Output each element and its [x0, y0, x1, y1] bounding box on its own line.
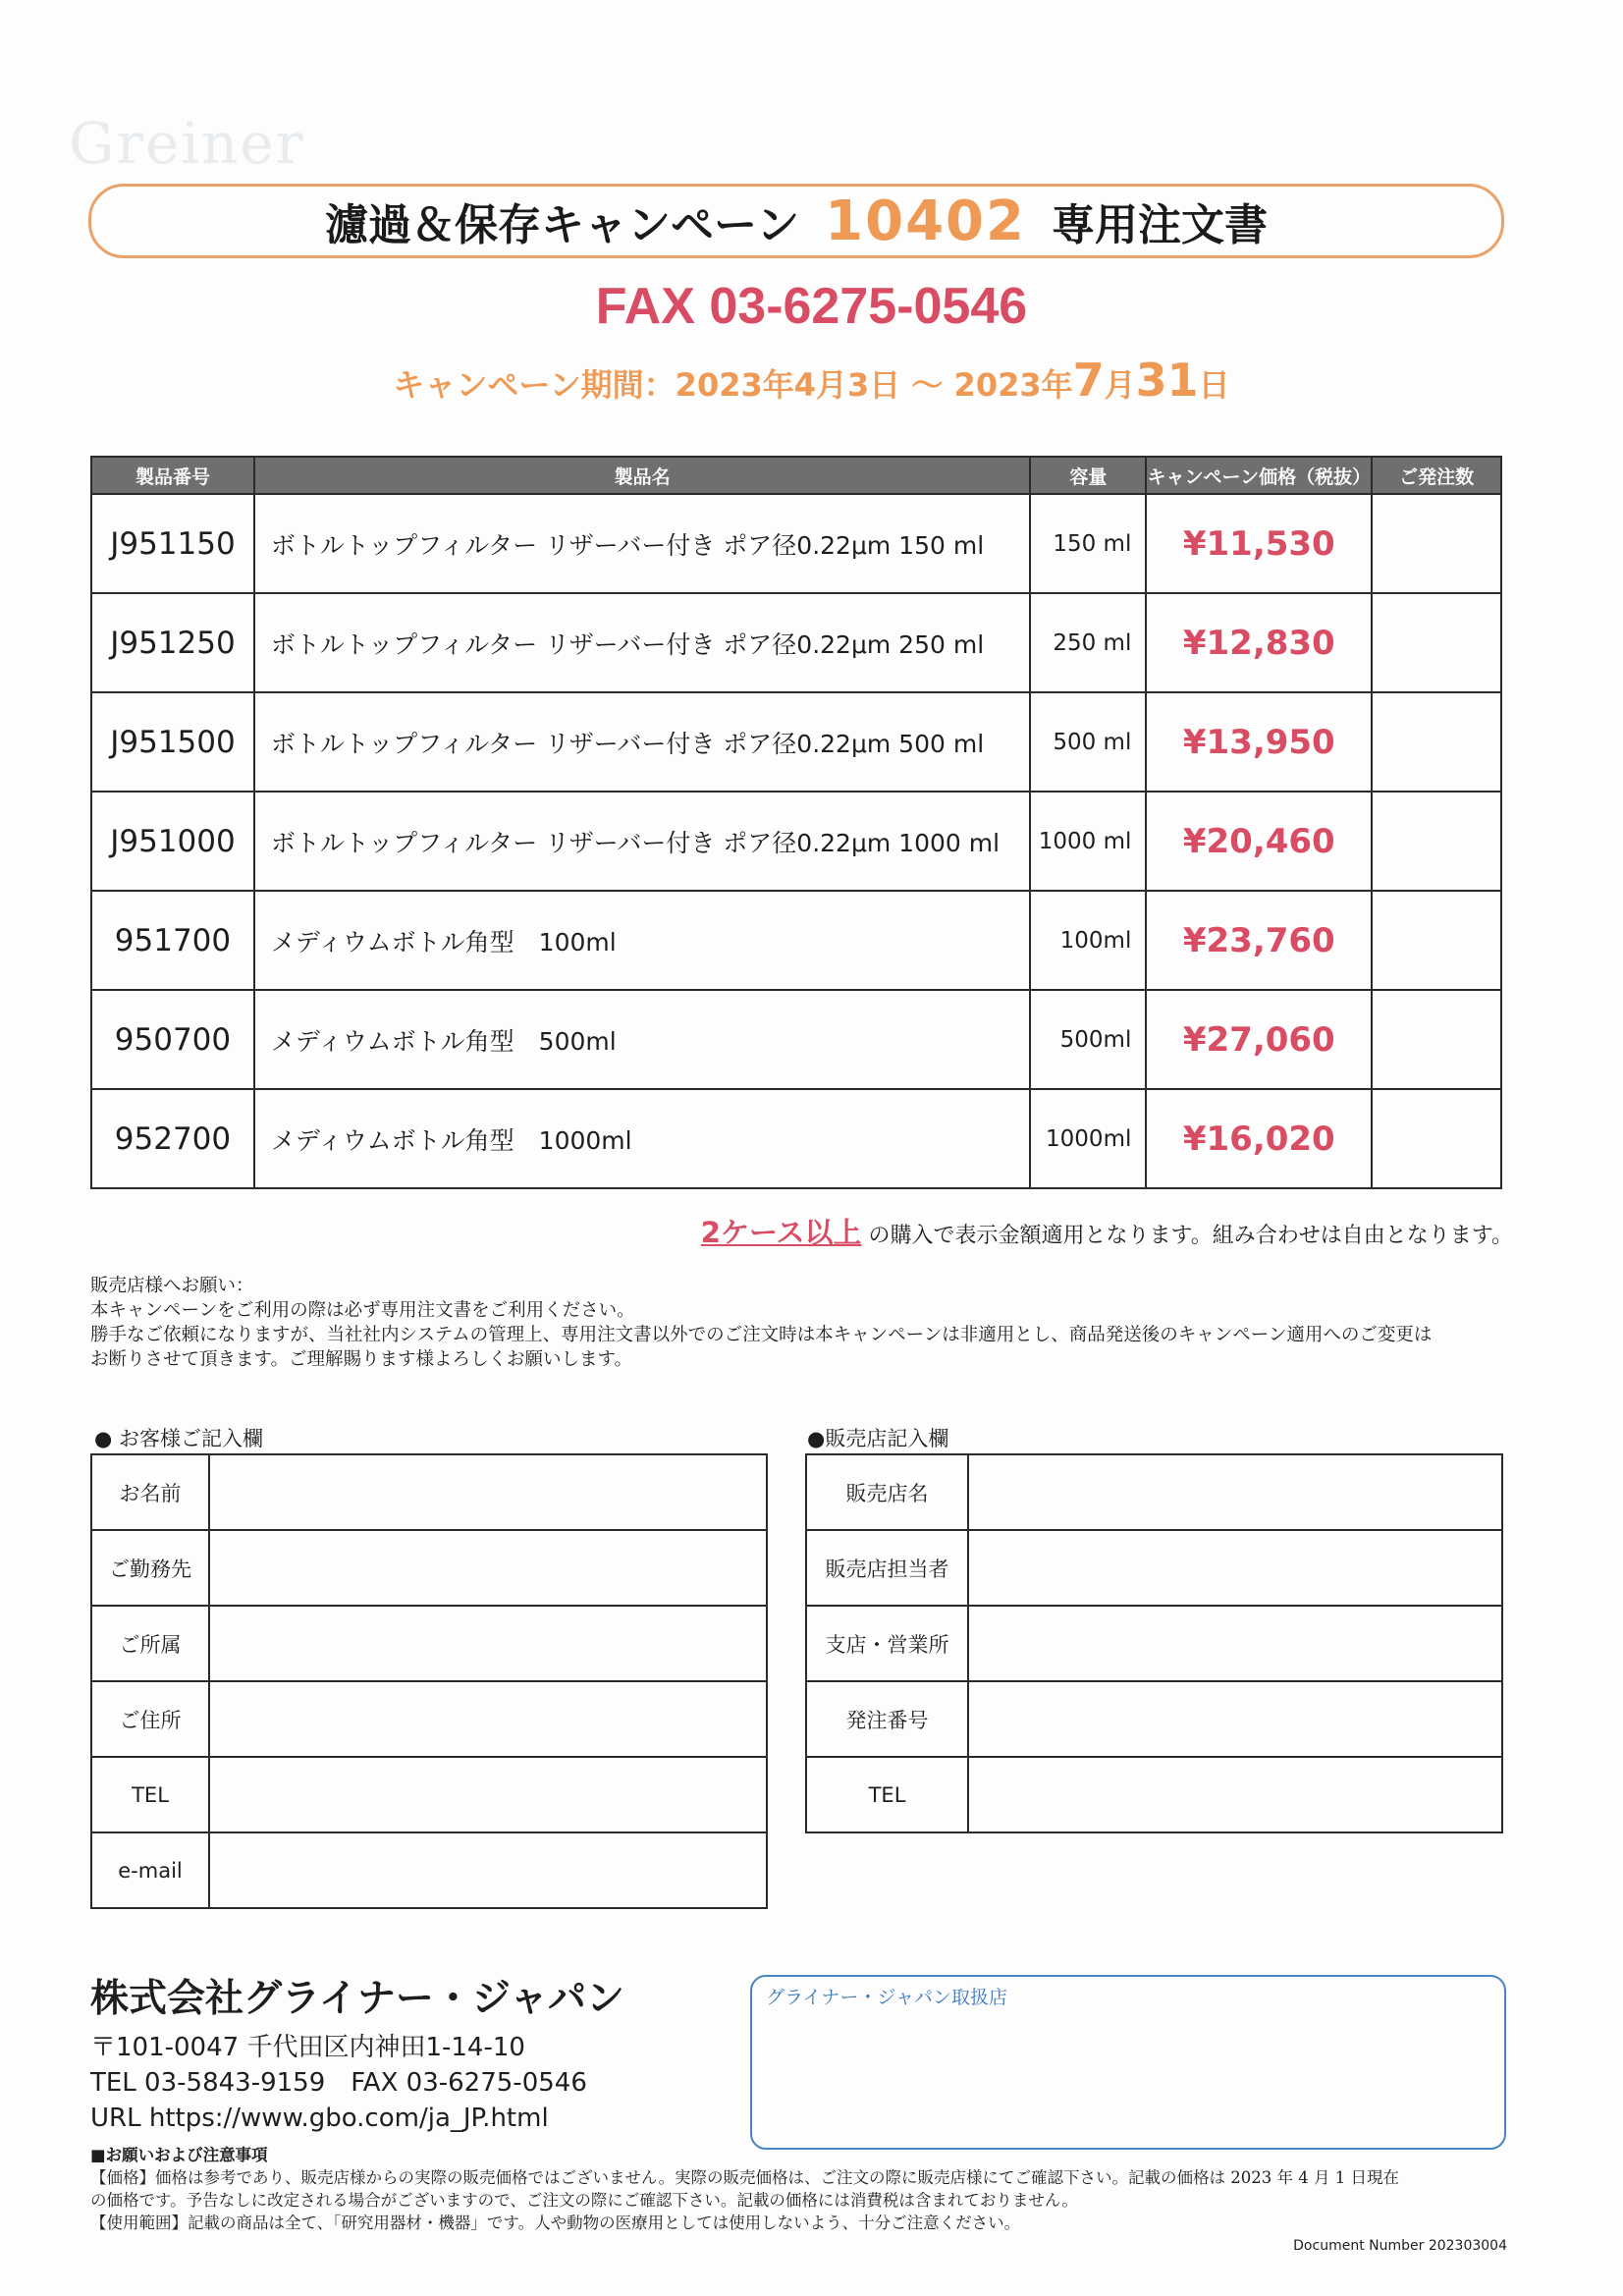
period-prefix: キャンペーン期間：2023年4月3日 ～ 2023年 — [393, 366, 1073, 404]
field-label: ご所属 — [91, 1606, 209, 1681]
product-name: ボトルトップフィルター リザーバー付き ポア径0.22μm 500 ml — [254, 692, 1031, 792]
dealer-staff-field[interactable] — [968, 1530, 1502, 1606]
company-address: 〒101-0047 千代田区内神田1-14-10 — [90, 2033, 525, 2062]
table-row — [91, 891, 1501, 990]
product-volume: 150 ml — [1030, 494, 1146, 593]
address-field[interactable] — [209, 1681, 767, 1757]
field-label: お名前 — [91, 1454, 209, 1530]
notes-line: の価格です。予告なしに改定される場合がございますので、ご注文の際にご確認下さい。記載の価格には消費税は含まれておりません。 — [90, 2191, 1078, 2210]
product-volume: 250 ml — [1030, 593, 1146, 692]
order-quantity-field[interactable] — [1372, 1089, 1501, 1188]
email-field[interactable] — [209, 1832, 767, 1908]
period-month: 7 — [1072, 354, 1105, 407]
col-header-price: キャンペーン価格（税抜） — [1146, 457, 1372, 494]
col-header-volume: 容量 — [1030, 457, 1146, 494]
notes-line: 【使用範囲】記載の商品は全て、「研究用器材・機器」です。人や動物の医療用としては使用しないよう、十分ご注意ください。 — [90, 2214, 1021, 2232]
customer-section-heading: ● お客様ご記入欄 — [94, 1427, 263, 1450]
notes-section — [90, 2144, 1509, 2234]
notice-line: お断りさせて頂きます。ご理解賜ります様よろしくお願いします。 — [90, 1349, 633, 1370]
title-campaign-name: 濾過＆保存キャンペーン — [325, 200, 800, 250]
product-code: J951250 — [91, 593, 254, 692]
dealer-box-label: グライナー・ジャパン取扱店 — [766, 1987, 1008, 2008]
col-header-code: 製品番号 — [91, 457, 254, 494]
name-field[interactable] — [209, 1454, 767, 1530]
customer-form — [90, 1453, 768, 1909]
campaign-code: 10402 — [825, 189, 1026, 253]
product-name: ボトルトップフィルター リザーバー付き ポア径0.22μm 150 ml — [254, 494, 1031, 593]
product-volume: 500 ml — [1030, 692, 1146, 792]
field-label: e-mail — [91, 1832, 209, 1908]
product-price: ¥16,020 — [1146, 1089, 1372, 1188]
bulk-purchase-note — [701, 1211, 1513, 1251]
bulk-highlight: 2ケース以上 — [700, 1216, 862, 1249]
campaign-period — [0, 354, 1623, 407]
product-volume: 1000ml — [1030, 1089, 1146, 1188]
product-code: J951150 — [91, 494, 254, 593]
order-number-field[interactable] — [968, 1681, 1502, 1757]
field-label: 発注番号 — [806, 1681, 968, 1757]
field-label: 販売店担当者 — [806, 1530, 968, 1606]
company-url[interactable]: URL https://www.gbo.com/ja_JP.html — [90, 2104, 549, 2133]
company-name: 株式会社グライナー・ジャパン — [90, 1977, 625, 2021]
greiner-watermark-logo: Greiner — [69, 110, 305, 177]
product-volume: 500ml — [1030, 990, 1146, 1089]
product-price: ¥20,460 — [1146, 792, 1372, 891]
dealer-tel-field[interactable] — [968, 1757, 1502, 1832]
product-name: メディウムボトル角型 500ml — [254, 990, 1031, 1089]
document-number: Document Number 202303004 — [1293, 2238, 1507, 2254]
notice-line: 勝手なご依頼になりますが、当社社内システムの管理上、専用注文書以外でのご注文時は本キャンペーンは非適用とし、商品発送後のキャンペーン適用へのご変更は — [90, 1325, 1433, 1345]
order-quantity-field[interactable] — [1372, 792, 1501, 891]
dealer-form — [805, 1453, 1503, 1833]
product-code: J951000 — [91, 792, 254, 891]
table-row — [91, 990, 1501, 1089]
company-tel-fax: TEL 03-5843-9159 FAX 03-6275-0546 — [90, 2068, 587, 2098]
period-day: 31 — [1135, 354, 1199, 407]
notice-line: 販売店様へお願い： — [90, 1276, 254, 1296]
notice-line: 本キャンペーンをご利用の際は必ず専用注文書をご利用ください。 — [90, 1300, 635, 1321]
col-header-name: 製品名 — [254, 457, 1031, 494]
table-row — [91, 1089, 1501, 1188]
branch-office-field[interactable] — [968, 1606, 1502, 1681]
notes-line: 【価格】価格は参考であり、販売店様からの実際の販売価格ではございません。実際の販売価格は、ご注文の際に販売店様にてご確認下さい。記載の価格は 2023 年 4 月 1 日現在 — [90, 2168, 1399, 2187]
product-name: メディウムボトル角型 1000ml — [254, 1089, 1031, 1188]
product-price: ¥12,830 — [1146, 593, 1372, 692]
table-row — [91, 692, 1501, 792]
order-quantity-field[interactable] — [1372, 692, 1501, 792]
product-table-header — [91, 457, 1501, 494]
field-label: 支店・営業所 — [806, 1606, 968, 1681]
product-code: J951500 — [91, 692, 254, 792]
product-volume: 100ml — [1030, 891, 1146, 990]
product-table — [90, 456, 1502, 1189]
workplace-field[interactable] — [209, 1530, 767, 1606]
table-row — [91, 593, 1501, 692]
product-volume: 1000 ml — [1030, 792, 1146, 891]
field-label: ご住所 — [91, 1681, 209, 1757]
field-label: TEL — [91, 1757, 209, 1832]
customer-tel-field[interactable] — [209, 1757, 767, 1832]
table-row — [91, 494, 1501, 593]
order-quantity-field[interactable] — [1372, 990, 1501, 1089]
product-code: 950700 — [91, 990, 254, 1089]
product-price: ¥23,760 — [1146, 891, 1372, 990]
notes-heading: ■お願いおよび注意事項 — [90, 2146, 268, 2164]
product-price: ¥27,060 — [1146, 990, 1372, 1089]
field-label: ご勤務先 — [91, 1530, 209, 1606]
table-row — [91, 792, 1501, 891]
period-day-unit: 日 — [1198, 366, 1230, 404]
product-name: ボトルトップフィルター リザーバー付き ポア径0.22μm 1000 ml — [254, 792, 1031, 891]
dealer-stamp-box[interactable] — [750, 1975, 1506, 2150]
product-code: 952700 — [91, 1089, 254, 1188]
field-label: TEL — [806, 1757, 968, 1832]
order-quantity-field[interactable] — [1372, 494, 1501, 593]
product-price: ¥13,950 — [1146, 692, 1372, 792]
product-name: メディウムボトル角型 100ml — [254, 891, 1031, 990]
product-price: ¥11,530 — [1146, 494, 1372, 593]
product-name: ボトルトップフィルター リザーバー付き ポア径0.22μm 250 ml — [254, 593, 1031, 692]
order-quantity-field[interactable] — [1372, 593, 1501, 692]
department-field[interactable] — [209, 1606, 767, 1681]
bulk-text: の購入で表示金額適用となります。組み合わせは自由となります。 — [868, 1224, 1513, 1248]
field-label: 販売店名 — [806, 1454, 968, 1530]
dealer-name-field[interactable] — [968, 1454, 1502, 1530]
col-header-quantity: ご発注数 — [1372, 457, 1501, 494]
order-form-title — [88, 184, 1504, 258]
fax-number: FAX 03-6275-0546 — [595, 278, 1028, 335]
company-contact — [90, 2030, 587, 2136]
dealer-section-heading: ●販売店記入欄 — [807, 1427, 949, 1450]
title-form-name: 専用注文書 — [1051, 200, 1268, 250]
dealer-notice — [90, 1274, 1524, 1372]
product-code: 951700 — [91, 891, 254, 990]
order-quantity-field[interactable] — [1372, 891, 1501, 990]
period-month-unit: 月 — [1104, 366, 1136, 404]
